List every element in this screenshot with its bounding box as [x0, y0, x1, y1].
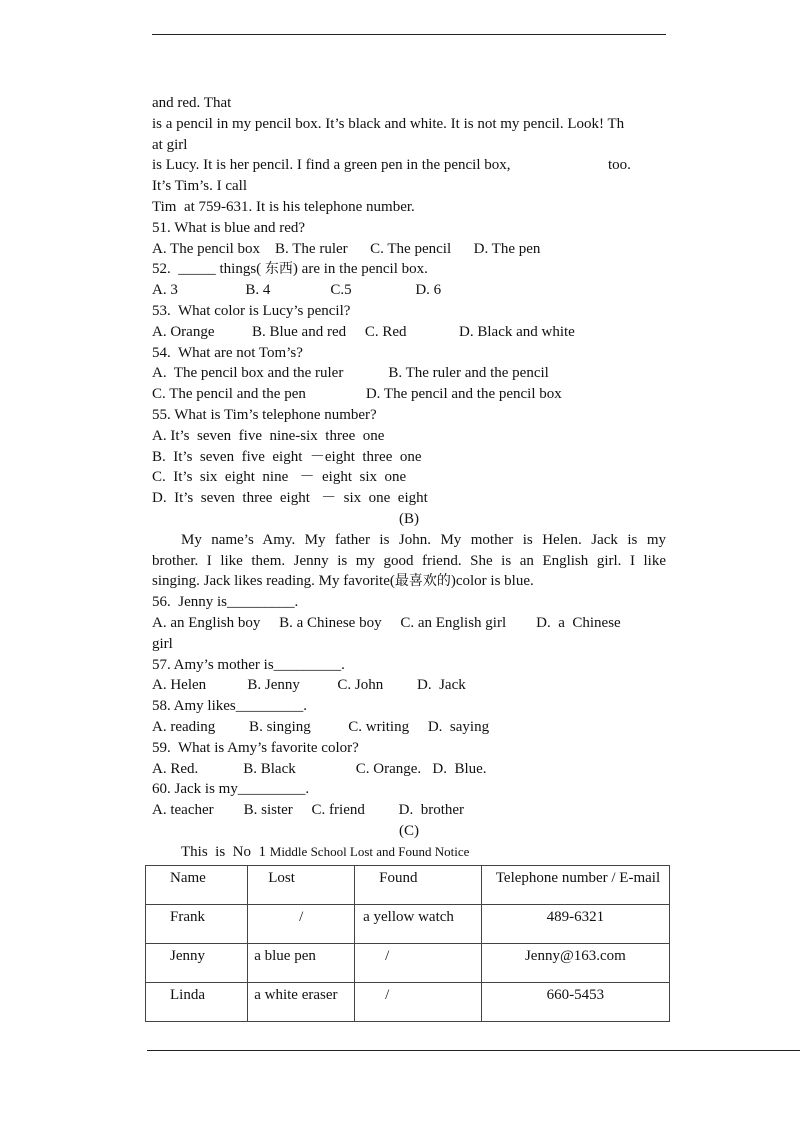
- question-52: [152, 259, 666, 280]
- passage-b-line: My name’s Amy. My father is John. My mother is Helen. Jack is my: [181, 531, 666, 548]
- notice-title-small: Middle School Lost and Found Notice: [269, 843, 470, 859]
- table-cell: a yellow watch: [355, 905, 482, 944]
- notice-title: [152, 842, 666, 863]
- passage-line: It’s Tim’s. I call: [152, 178, 248, 195]
- table-cell: /: [248, 905, 355, 944]
- question-52-cjk: 东西: [264, 261, 293, 278]
- question-53-options: A. Orange B. Blue and red C. Red D. Black and white: [152, 323, 575, 340]
- question-59-options: A. Red. B. Black C. Orange. D. Blue.: [152, 760, 487, 777]
- question-51-options: A. The pencil box B. The ruler C. The pencil D. The pen: [152, 240, 541, 257]
- table-header-cell: Lost: [248, 866, 355, 905]
- question-55-option: B. It’s seven five eight －eight three one: [152, 448, 422, 465]
- table-row: [146, 944, 670, 983]
- table-header-row: [146, 866, 670, 905]
- table-cell: a white eraser: [248, 983, 355, 1022]
- passage-line: Tim at 759-631. It is his telephone number.: [152, 198, 415, 215]
- question-56-options: girl: [152, 635, 173, 652]
- table-header-cell: Telephone number / E-mail: [481, 866, 669, 905]
- question-60-options: A. teacher B. sister C. friend D. brother: [152, 802, 465, 819]
- table-cell: 660-5453: [481, 983, 669, 1022]
- passage-b-prefix: singing. Jack likes reading. My favorite(: [152, 573, 395, 590]
- question-59: 59. What is Amy’s favorite color?: [152, 739, 359, 756]
- table-header-cell: Name: [146, 866, 248, 905]
- footer-rule: [147, 1050, 800, 1051]
- question-52-prefix: 52. _____ things(: [152, 261, 265, 278]
- passage-b-suffix: )color is blue.: [450, 573, 534, 590]
- question-54-options: C. The pencil and the pen D. The pencil and the pencil box: [152, 386, 562, 403]
- question-55: 55. What is Tim’s telephone number?: [152, 406, 377, 423]
- passage-line: is Lucy. It is her pencil. I find a green pen in the pencil box, too.: [152, 157, 631, 174]
- table-cell: /: [355, 983, 482, 1022]
- question-51: 51. What is blue and red?: [152, 219, 306, 236]
- passage-b-line: [152, 571, 666, 592]
- question-57: 57. Amy’s mother is_________.: [152, 656, 345, 673]
- passage-line: and red. That: [152, 95, 232, 111]
- passage-b-line: brother. I like them. Jenny is my good friend. She is an English girl. I like: [152, 552, 666, 569]
- question-58: 58. Amy likes_________.: [152, 698, 308, 715]
- question-52-suffix: ) are in the pencil box.: [292, 261, 428, 278]
- question-54: 54. What are not Tom’s?: [152, 344, 303, 361]
- question-56: 56. Jenny is_________.: [152, 594, 299, 611]
- document-body: [152, 93, 666, 862]
- section-c-label: (C): [399, 822, 419, 839]
- table-header-cell: Found: [355, 866, 482, 905]
- passage-line: at girl: [152, 136, 188, 153]
- question-53: 53. What color is Lucy’s pencil?: [152, 302, 351, 319]
- table-cell: 489-6321: [481, 905, 669, 944]
- question-57-options: A. Helen B. Jenny C. John D. Jack: [152, 677, 466, 694]
- table-cell: Frank: [146, 905, 248, 944]
- question-55-option: A. It’s seven five nine-six three one: [152, 427, 385, 444]
- header-rule: [152, 34, 666, 35]
- lost-found-table: [145, 865, 670, 1022]
- question-56-options: A. an English boy B. a Chinese boy C. an English girl D. a Chinese: [152, 614, 621, 631]
- table-row: [146, 983, 670, 1022]
- question-60: 60. Jack is my_________.: [152, 781, 310, 798]
- table-row: [146, 905, 670, 944]
- question-58-options: A. reading B. singing C. writing D. saying: [152, 718, 490, 735]
- table-cell: Jenny@163.com: [481, 944, 669, 983]
- question-55-option: D. It’s seven three eight － six one eight: [152, 490, 428, 507]
- table-cell: a blue pen: [248, 944, 355, 983]
- question-52-options: A. 3 B. 4 C.5 D. 6: [152, 282, 442, 299]
- notice-title-big: This is No 1: [181, 843, 270, 860]
- question-54-options: A. The pencil box and the ruler B. The ruler and the pencil: [152, 365, 549, 382]
- table-cell: Linda: [146, 983, 248, 1022]
- section-b-label: (B): [399, 510, 419, 527]
- passage-line: is a pencil in my pencil box. It’s black and white. It is not my pencil. Look! Th: [152, 115, 625, 132]
- question-55-option: C. It’s six eight nine － eight six one: [152, 469, 407, 486]
- table-cell: /: [355, 944, 482, 983]
- passage-b-cjk: 最喜欢的: [394, 573, 451, 590]
- table-cell: Jenny: [146, 944, 248, 983]
